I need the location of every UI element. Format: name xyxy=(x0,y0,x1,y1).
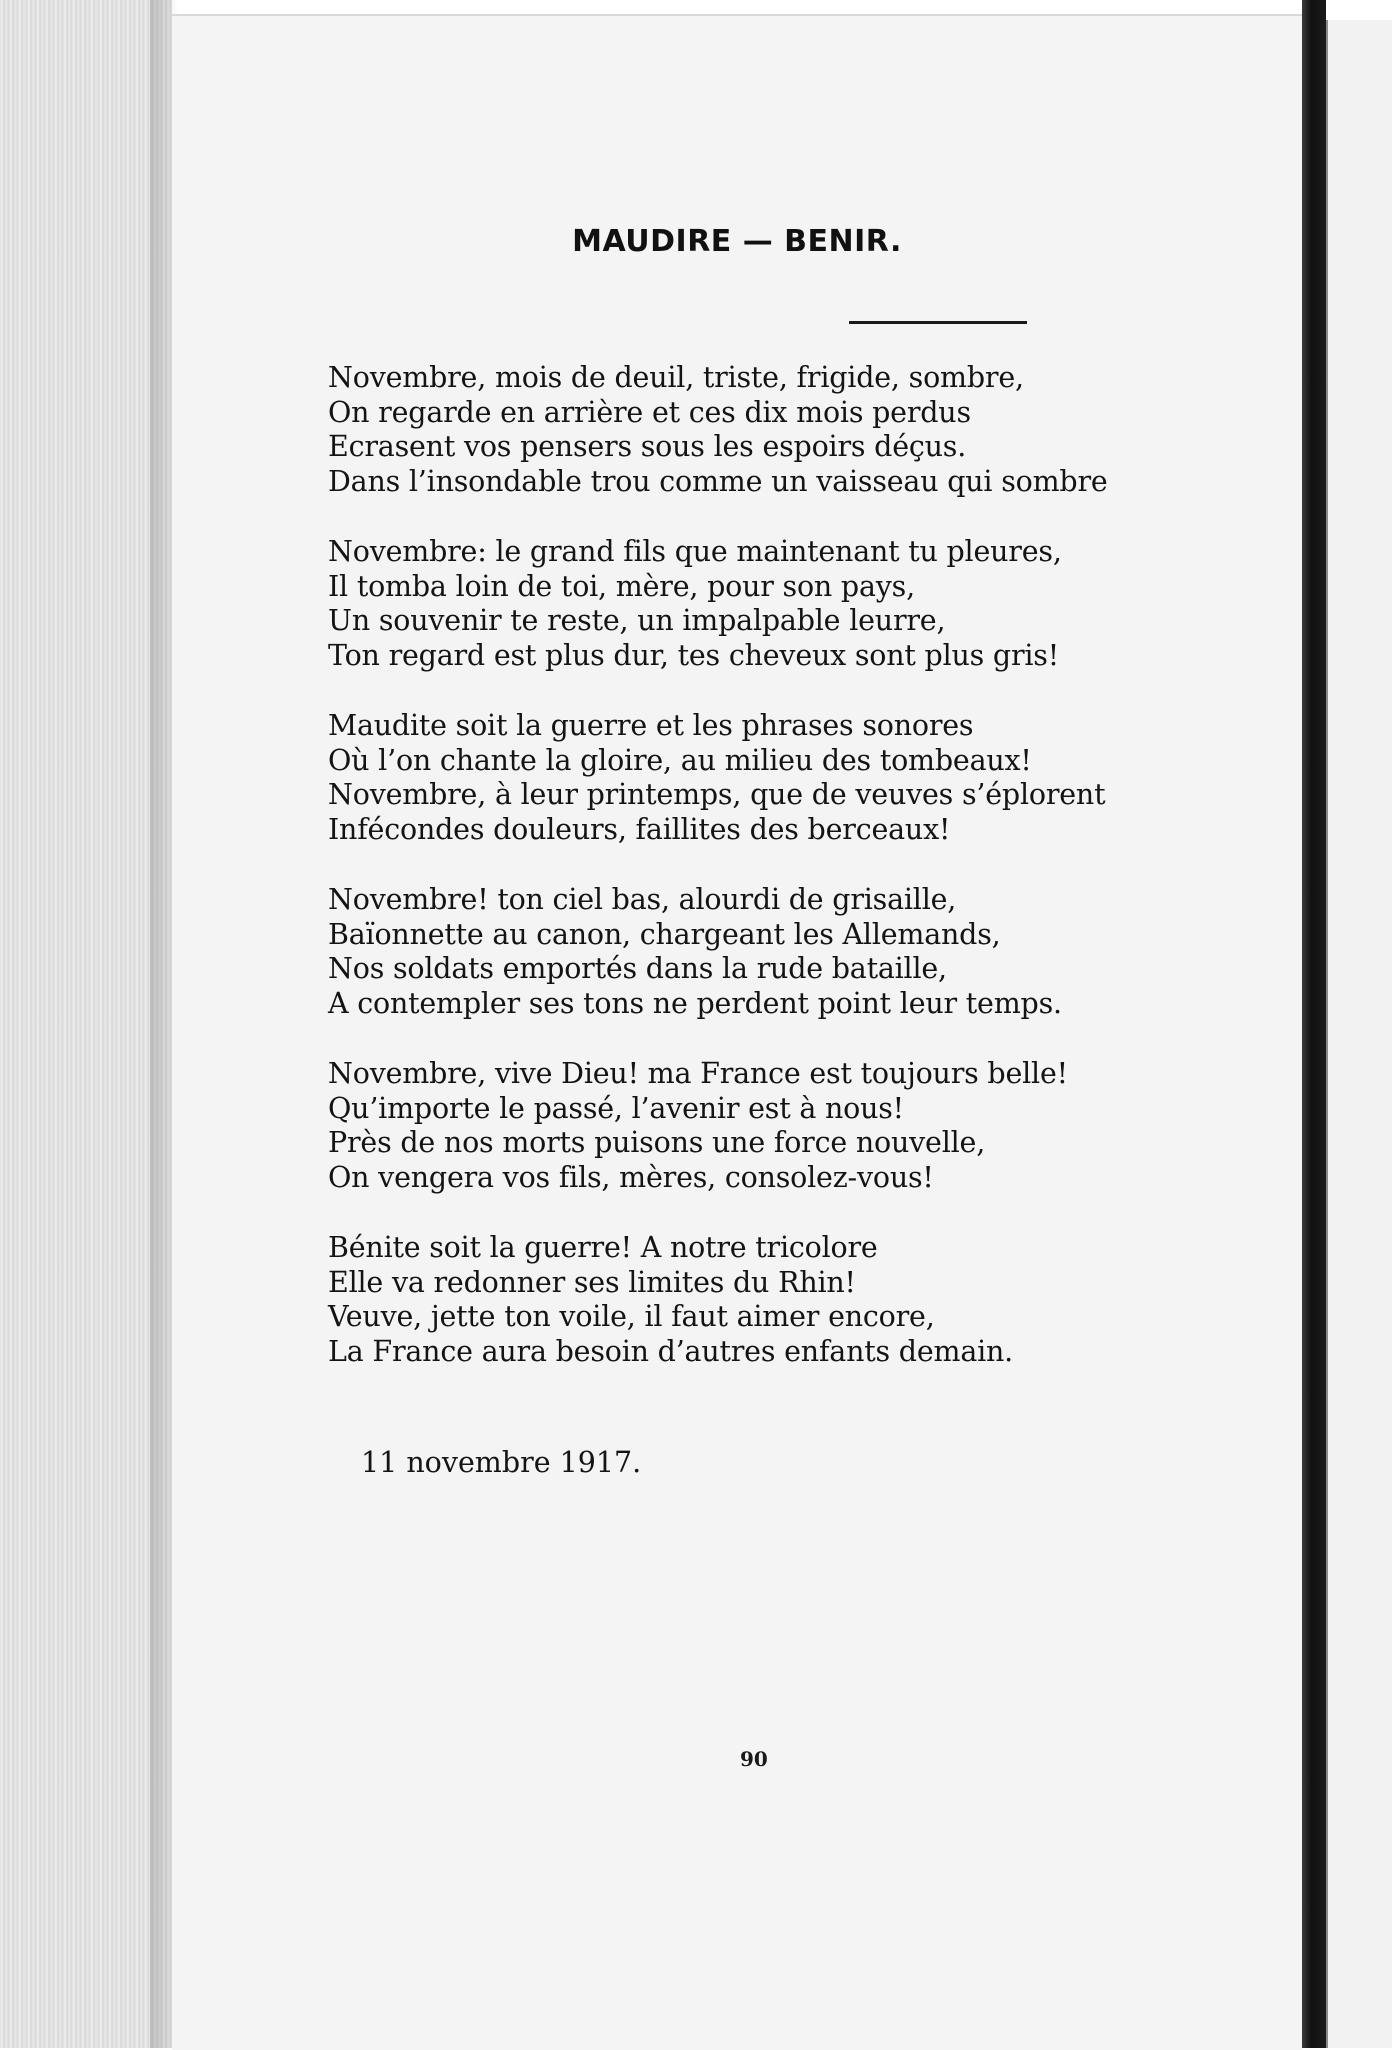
poem-line: Novembre: le grand fils que maintenant tu pleures, xyxy=(328,535,1062,568)
poem-line: Maudite soit la guerre et les phrases sonores xyxy=(328,709,974,742)
poem-line: Novembre, vive Dieu! ma France est toujours belle! xyxy=(328,1057,1068,1090)
page-stack-edge xyxy=(0,0,172,2048)
poem-line: Où l’on chante la gloire, au milieu des tombeaux! xyxy=(328,743,1032,777)
page-number: 90 xyxy=(740,1747,768,1771)
poem-line: Bénite soit la guerre! A notre tricolore xyxy=(328,1231,878,1264)
stanza-6 xyxy=(328,1231,1228,1369)
poem-line: Nos soldats emportés dans la rude bataille, xyxy=(328,952,947,985)
poem-line: Près de nos morts puisons une force nouvelle, xyxy=(328,1126,986,1159)
poem-line: Novembre, à leur printemps, que de veuves s’éplorent xyxy=(328,778,1106,811)
poem-line: Novembre! ton ciel bas, alourdi de grisaille, xyxy=(328,883,957,916)
stanza-4 xyxy=(328,883,1228,1021)
poem-line: Veuve, jette ton voile, il faut aimer encore, xyxy=(328,1300,935,1333)
poem-line: La France aura besoin d’autres enfants demain. xyxy=(328,1334,1014,1368)
poem-line: Ton regard est plus dur, tes cheveux sont plus gris! xyxy=(328,638,1059,672)
stanza-1 xyxy=(328,361,1228,499)
poem-title: MAUDIRE — BENIR. xyxy=(572,224,902,259)
poem-line: Novembre, mois de deuil, triste, frigide, sombre, xyxy=(328,361,1024,394)
stanza-5 xyxy=(328,1057,1228,1195)
poem-line: On regarde en arrière et ces dix mois perdus xyxy=(328,395,971,429)
poem-line: Il tomba loin de toi, mère, pour son pays, xyxy=(328,569,915,603)
poem-line: On vengera vos fils, mères, consolez-vous! xyxy=(328,1160,934,1194)
title-divider xyxy=(849,321,1027,324)
poem-line: Baïonnette au canon, chargeant les Allemands, xyxy=(328,917,1001,951)
poem-date: 11 novembre 1917. xyxy=(361,1446,642,1479)
poem-body xyxy=(328,361,1228,1405)
poem-line: Dans l’insondable trou comme un vaisseau qui sombre xyxy=(328,464,1108,498)
stanza-3 xyxy=(328,709,1228,847)
poem-line: A contempler ses tons ne perdent point leur temps. xyxy=(328,986,1062,1020)
poem-line: Un souvenir te reste, un impalpable leurre, xyxy=(328,604,946,637)
poem-line: Qu’importe le passé, l’avenir est à nous! xyxy=(328,1091,904,1125)
poem-line: Ecrasent vos pensers sous les espoirs déçus. xyxy=(328,430,967,463)
book-gutter xyxy=(1302,0,1326,2048)
poem-line: Elle va redonner ses limites du Rhin! xyxy=(328,1265,856,1299)
poem-line: Infécondes douleurs, faillites des berceaux! xyxy=(328,812,951,846)
stanza-2 xyxy=(328,535,1228,673)
facing-page-edge xyxy=(1326,20,1392,2048)
